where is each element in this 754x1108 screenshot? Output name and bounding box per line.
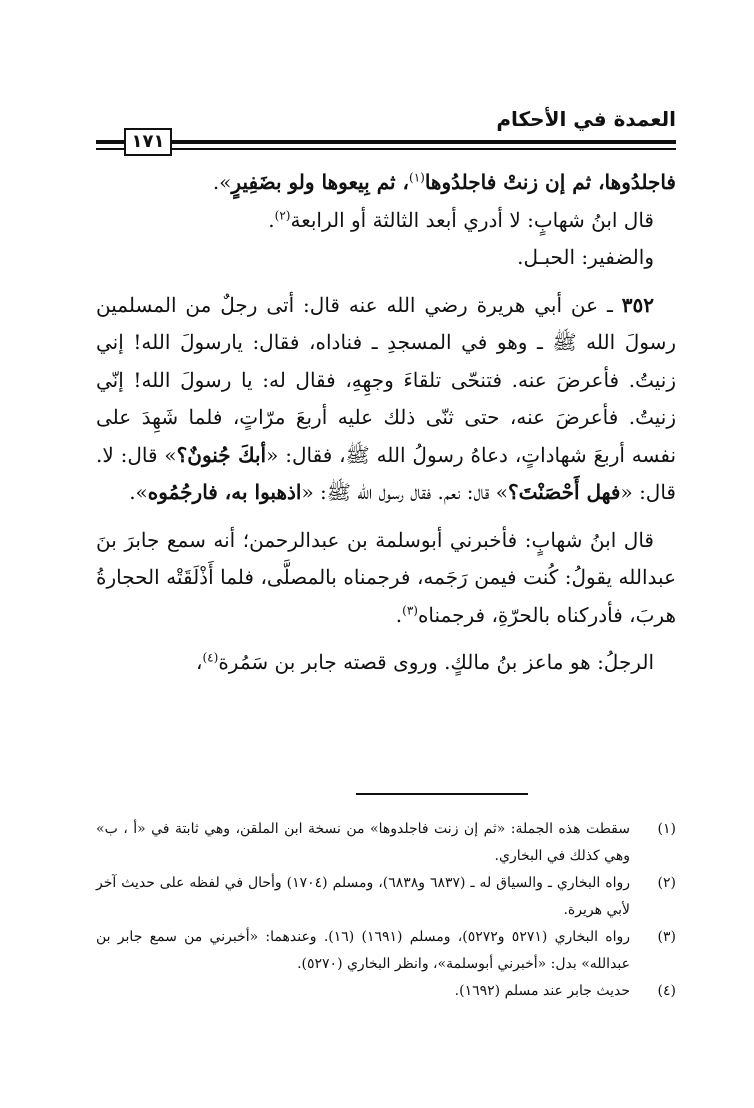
footnote-ref-3: (٣) xyxy=(402,602,418,617)
footnote-number: (٣) xyxy=(657,929,676,945)
paragraph-ibn-shihab-1: قال ابنُ شهابٍ: لا أدري أبعد الثالثة أو الرابعة$^{(٢)}$. xyxy=(268,207,654,232)
header-rule-thick xyxy=(96,140,676,144)
main-text xyxy=(96,164,676,682)
footnote-separator xyxy=(356,793,528,795)
paragraph-hadith-end: فاجلدُوها، ثم إن زنتْ فاجلدُوها$^{(١)}$، ثم بِيعوها ولو بضَفِيرٍ». xyxy=(212,170,676,194)
footnote-4 xyxy=(96,978,676,1005)
footnote-ref-2: (٢) xyxy=(274,207,291,222)
footnotes xyxy=(96,816,676,1005)
hadith-number: ٣٥٢ xyxy=(621,292,654,317)
footnote-text: رواه البخاري ـ والسياق له ـ (٦٨٣٧ و٦٨٣٨)، ومسلم (١٧٠٤) وأحال في لفظه على حديث آخر لأبي هريرة. xyxy=(96,875,630,918)
footnote-3 xyxy=(96,924,676,978)
footnote-1 xyxy=(96,816,676,870)
footnote-ref-1: (١) xyxy=(409,170,425,185)
footnote-text: سقطت هذه الجملة: «ثم إن زنت فاجلدوها» من نسخة ابن الملقن، وهي ثابتة في «أ ، ب» وهي كذلك في البخاري. xyxy=(96,821,630,864)
running-header xyxy=(96,106,676,158)
footnote-number: (٢) xyxy=(657,875,676,891)
page-number: ١٧١ xyxy=(124,128,172,156)
paragraph-definition: والضفير: الحبـل. xyxy=(517,245,654,269)
footnote-number: (١) xyxy=(657,821,676,837)
paragraph-ibn-shihab-2: قال ابنُ شهابٍ: فأخبرني أبوسلمة بن عبدالرحمن؛ أنه سمع جابرَ بنَ عبدالله يقولُ: كُنت فيمن رَجَمه، فرجمناه بالمصلَّى، فلما أَذْلَقَتْه الحجارةُ هربَ، فأدركناه بالحرّةِ، فرجمناه$^{(٣)}$. xyxy=(96,527,676,627)
paragraph-man: الرجلُ: هو ماعز بنُ مالكٍ. وروى قصته جابر بن سَمُرة$^{(٤)}$، xyxy=(196,650,654,674)
header-rule-thin xyxy=(96,148,676,150)
footnote-text: حديث جابر عند مسلم (١٦٩٢). xyxy=(454,983,630,999)
footnote-ref-4: (٤) xyxy=(202,650,219,665)
paragraph-hadith-352: ٣٥٢ ـ عن أبي هريرة رضي الله عنه قال: أتى رجلٌ من المسلمين رسولَ الله ﷺ ـ وهو في المسجدِ ـ فناداه، فقال: يارسولَ الله! إني زنيتُ. فأعرضَ عنه. فتنحّى تلقاءَ وجهِهِ، فقال له: يا رسولَ الله! إنّي زنيتُ. فأعرضَ عنه، حتى ثنّى ذلك عليه أربعَ مرّاتٍ، فلما شَهِدَ على نفسه أربعَ شهاداتٍ، دعاهُ رسولُ الله ﷺ، فقال: «أبكَ جُنونٌ؟» قال: لا. قال: «فهل أَحْصَنْتَ؟» قال: نعم. فقال رسول الله ﷺ: «اذهبوا به، فارجُمُوه». xyxy=(96,292,677,504)
footnote-number: (٤) xyxy=(657,983,676,999)
running-title: العمدة في الأحكام xyxy=(496,107,676,131)
footnote-text: رواه البخاري (٥٢٧١ و٥٢٧٢)، ومسلم (١٦٩١) (١٦). وعندهما: «أخبرني من سمع جابر بن عبدالله» بدل: «أخبرني أبوسلمة»، وانظر البخاري (٥٢٧٠). xyxy=(96,929,630,972)
footnote-2 xyxy=(96,870,676,924)
